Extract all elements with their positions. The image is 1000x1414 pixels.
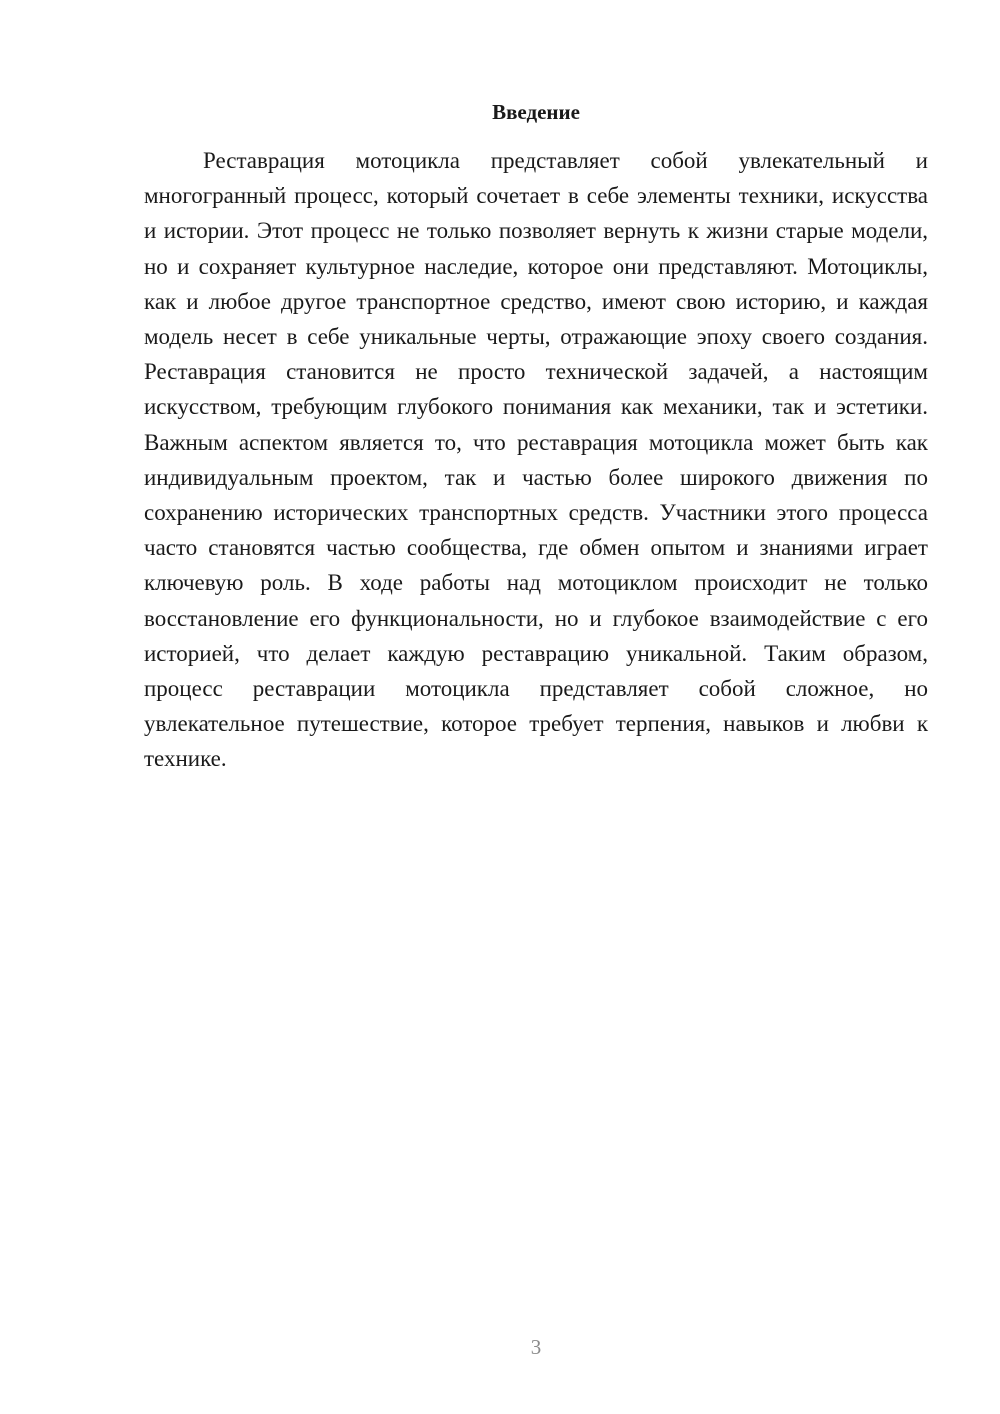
body-paragraph: Реставрация мотоцикла представляет собой увлекательный и многогранный процесс, который сочетает в себе элементы техники, искусства и истории. Этот процесс не только позволяет вернуть к жизни старые модели, но и сохраняет культурное наследие, которое они представляют. Мотоциклы, как и любое другое транспортное средство, имеют свою историю, и каждая модель несет в себе уникальные черты, отражающие эпоху своего создания. Реставрация становится не просто технической задачей, а настоящим искусством, требующим глубокого понимания как механики, так и эстетики. Важным аспектом является то, что реставрация мотоцикла может быть как индивидуальным проектом, так и частью более широкого движения по сохранению исторических транспортных средств. Участники этого процесса часто становятся частью сообщества, где обмен опытом и знаниями играет ключевую роль. В ходе работы над мотоциклом происходит не только восстановление его функциональности, но и глубокое взаимодействие с его историей, что делает каждую реставрацию уникальной. Таким образом, процесс реставрации мотоцикла представляет собой сложное, но увлекательное путешествие, которое требует терпения, навыков и любви к технике.	[144, 148, 928, 772]
page-number: 3	[530, 1335, 542, 1359]
section-heading: Введение	[492, 100, 580, 124]
